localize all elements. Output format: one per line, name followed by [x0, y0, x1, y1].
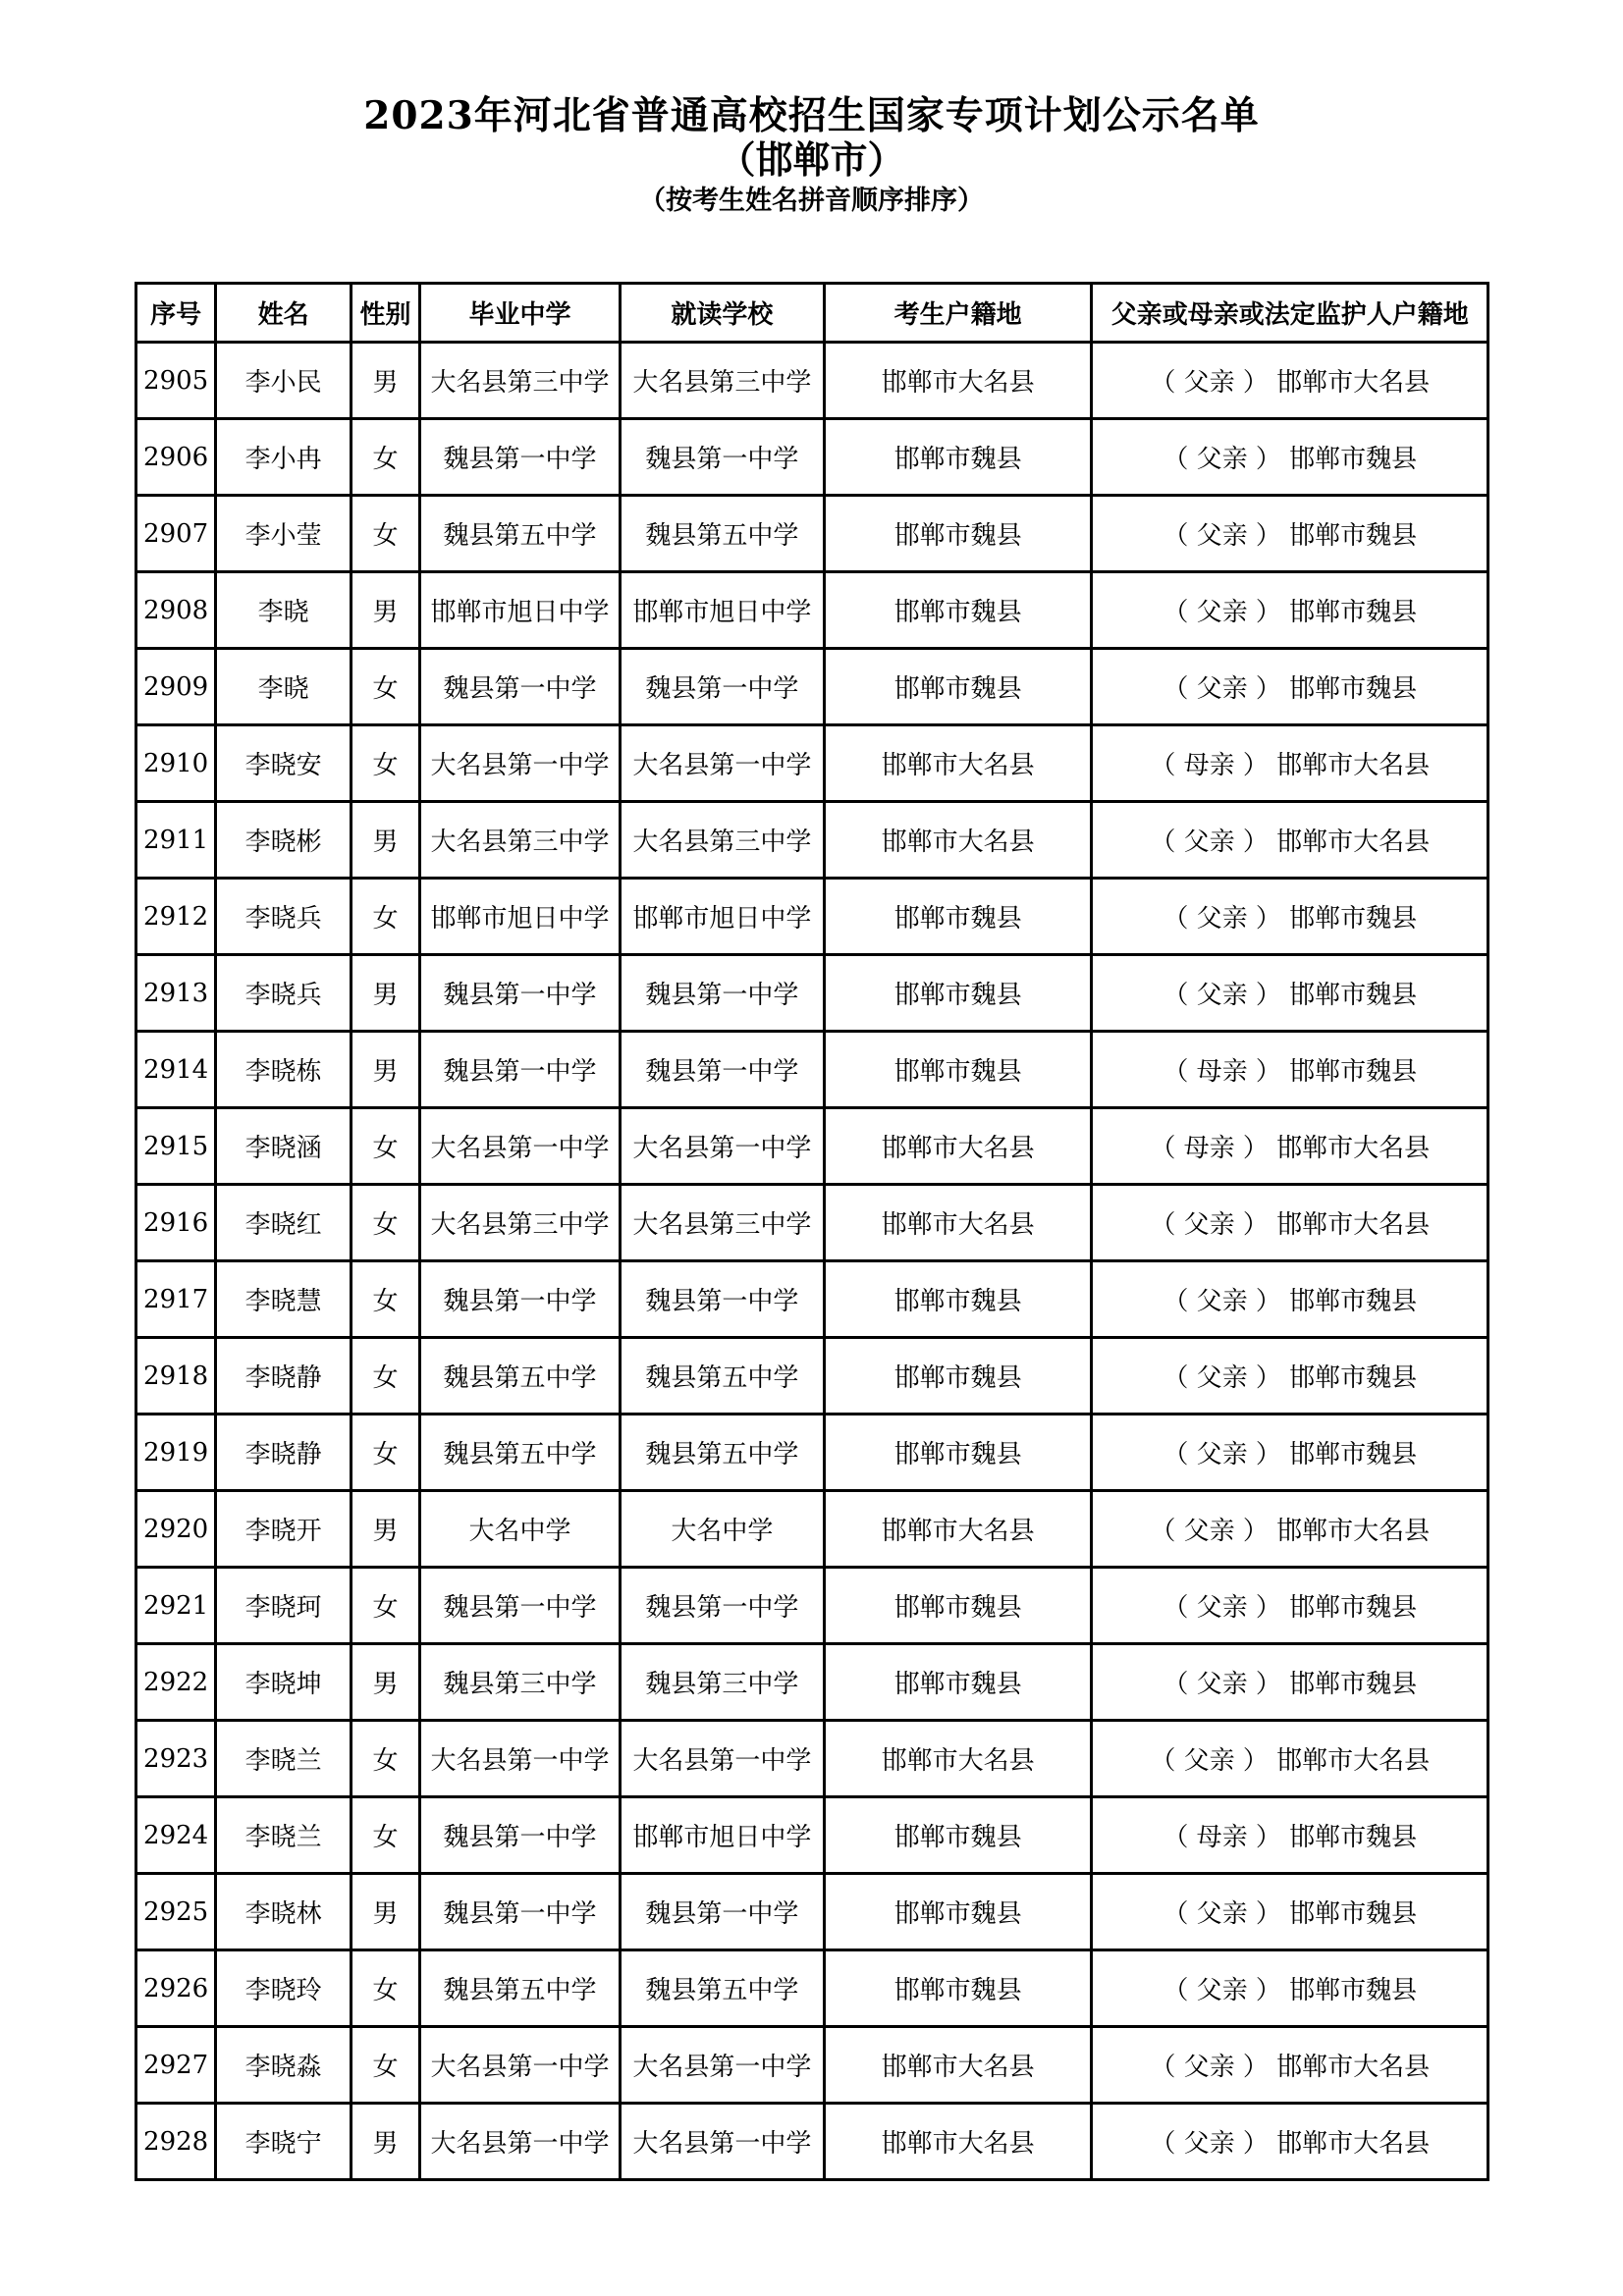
table-cell: 邯郸市魏县	[824, 1415, 1092, 1491]
table-cell: 魏县第一中学	[620, 419, 824, 496]
table-cell: 男	[351, 1874, 419, 1950]
table-cell: 2928	[136, 2104, 216, 2180]
table-cell: （ 父亲 ） 邯郸市魏县	[1092, 1261, 1488, 1338]
table-cell: 邯郸市魏县	[824, 955, 1092, 1032]
column-header: 就读学校	[620, 284, 824, 343]
table-cell: 2911	[136, 802, 216, 879]
table-cell: 大名县第一中学	[620, 2027, 824, 2104]
table-cell: 魏县第一中学	[620, 1032, 824, 1108]
table-cell: 2907	[136, 496, 216, 572]
table-cell: 2912	[136, 879, 216, 955]
table-row	[136, 1568, 1488, 1644]
table-cell: 魏县第五中学	[620, 1415, 824, 1491]
table-row	[136, 1644, 1488, 1721]
table-cell: 女	[351, 1950, 419, 2027]
table-cell: 邯郸市大名县	[824, 1491, 1092, 1568]
table-cell: 邯郸市魏县	[824, 1338, 1092, 1415]
column-header: 考生户籍地	[824, 284, 1092, 343]
table-row	[136, 1721, 1488, 1797]
column-header: 序号	[136, 284, 216, 343]
table-cell: 大名县第一中学	[420, 2104, 621, 2180]
table-cell: 邯郸市旭日中学	[620, 572, 824, 649]
table-cell: 2913	[136, 955, 216, 1032]
table-cell: 女	[351, 1108, 419, 1185]
table-row	[136, 802, 1488, 879]
table-cell: 李晓静	[216, 1415, 352, 1491]
table-cell: 大名县第一中学	[420, 1721, 621, 1797]
table-cell: 男	[351, 343, 419, 419]
table-cell: （ 母亲 ） 邯郸市大名县	[1092, 725, 1488, 802]
table-row	[136, 649, 1488, 725]
table-cell: 李晓静	[216, 1338, 352, 1415]
column-header: 姓名	[216, 284, 352, 343]
table-row	[136, 1415, 1488, 1491]
table-row	[136, 725, 1488, 802]
table-cell: 邯郸市大名县	[824, 1185, 1092, 1261]
table-cell: 魏县第一中学	[420, 1261, 621, 1338]
table-cell: 大名中学	[420, 1491, 621, 1568]
table-cell: 男	[351, 572, 419, 649]
table-cell: 大名县第一中学	[420, 725, 621, 802]
table-cell: 邯郸市大名县	[824, 2027, 1092, 2104]
table-cell: 2917	[136, 1261, 216, 1338]
table-cell: 李晓坤	[216, 1644, 352, 1721]
table-cell: 李晓涵	[216, 1108, 352, 1185]
table-cell: 邯郸市魏县	[824, 419, 1092, 496]
table-cell: 邯郸市魏县	[824, 1261, 1092, 1338]
title-block	[0, 0, 1623, 221]
table-cell: 女	[351, 649, 419, 725]
table-cell: 男	[351, 955, 419, 1032]
table-cell: 女	[351, 1261, 419, 1338]
table-cell: 邯郸市魏县	[824, 649, 1092, 725]
table-cell: 2920	[136, 1491, 216, 1568]
table-cell: 2916	[136, 1185, 216, 1261]
table-cell: 邯郸市魏县	[824, 1950, 1092, 2027]
table-cell: 李晓彬	[216, 802, 352, 879]
table-cell: 大名县第一中学	[620, 725, 824, 802]
table-cell: 邯郸市旭日中学	[420, 572, 621, 649]
table-cell: （ 父亲 ） 邯郸市大名县	[1092, 1185, 1488, 1261]
table-cell: 魏县第一中学	[420, 419, 621, 496]
table-cell: 魏县第一中学	[420, 1568, 621, 1644]
table-cell: 魏县第一中学	[420, 1874, 621, 1950]
table-row	[136, 496, 1488, 572]
table-cell: 魏县第五中学	[420, 496, 621, 572]
table-cell: 女	[351, 496, 419, 572]
table-cell: 李晓淼	[216, 2027, 352, 2104]
table-cell: 2926	[136, 1950, 216, 2027]
table-cell: 男	[351, 1032, 419, 1108]
table-row	[136, 1950, 1488, 2027]
column-header: 性别	[351, 284, 419, 343]
table-cell: 大名县第一中学	[420, 1108, 621, 1185]
table-row	[136, 419, 1488, 496]
table-cell: 大名县第三中学	[420, 343, 621, 419]
table-cell: 邯郸市魏县	[824, 1568, 1092, 1644]
table-cell: 魏县第一中学	[620, 1568, 824, 1644]
table-cell: 邯郸市旭日中学	[620, 1797, 824, 1874]
table-cell: 大名中学	[620, 1491, 824, 1568]
table-cell: （ 母亲 ） 邯郸市大名县	[1092, 1108, 1488, 1185]
table-cell: 2918	[136, 1338, 216, 1415]
page-title: 2023年河北省普通高校招生国家专项计划公示名单	[363, 93, 1260, 138]
table-cell: （ 父亲 ） 邯郸市魏县	[1092, 1338, 1488, 1415]
table-cell: 李晓红	[216, 1185, 352, 1261]
table-cell: 李晓兵	[216, 879, 352, 955]
table-row	[136, 2104, 1488, 2180]
table-cell: （ 父亲 ） 邯郸市大名县	[1092, 1721, 1488, 1797]
table-header-row	[136, 284, 1488, 343]
table-cell: （ 父亲 ） 邯郸市大名县	[1092, 802, 1488, 879]
table-cell: 魏县第一中学	[620, 649, 824, 725]
table-cell: 李晓林	[216, 1874, 352, 1950]
table-cell: 女	[351, 1415, 419, 1491]
table-row	[136, 572, 1488, 649]
table-cell: 女	[351, 1338, 419, 1415]
table-cell: 2908	[136, 572, 216, 649]
column-header: 父亲或母亲或法定监护人户籍地	[1092, 284, 1488, 343]
table-cell: 女	[351, 1568, 419, 1644]
table-cell: 2927	[136, 2027, 216, 2104]
table-cell: 李晓慧	[216, 1261, 352, 1338]
table-cell: （ 父亲 ） 邯郸市魏县	[1092, 419, 1488, 496]
table-row	[136, 955, 1488, 1032]
table-cell: 大名县第一中学	[420, 2027, 621, 2104]
table-body	[136, 343, 1488, 2180]
table-cell: （ 父亲 ） 邯郸市魏县	[1092, 879, 1488, 955]
table-row	[136, 1797, 1488, 1874]
table-cell: 魏县第五中学	[420, 1415, 621, 1491]
table-cell: 邯郸市旭日中学	[420, 879, 621, 955]
table-cell: 魏县第一中学	[620, 1874, 824, 1950]
table-cell: 邯郸市大名县	[824, 802, 1092, 879]
table-cell: （ 父亲 ） 邯郸市大名县	[1092, 2027, 1488, 2104]
table-cell: （ 母亲 ） 邯郸市魏县	[1092, 1797, 1488, 1874]
table-cell: 邯郸市魏县	[824, 879, 1092, 955]
table-cell: 2910	[136, 725, 216, 802]
table-cell: 李晓栋	[216, 1032, 352, 1108]
table-cell: （ 父亲 ） 邯郸市魏县	[1092, 496, 1488, 572]
table-cell: 魏县第五中学	[420, 1338, 621, 1415]
table-cell: 魏县第一中学	[420, 1032, 621, 1108]
table-cell: 男	[351, 2104, 419, 2180]
column-header: 毕业中学	[420, 284, 621, 343]
table-cell: 魏县第一中学	[420, 649, 621, 725]
table-cell: 邯郸市魏县	[824, 1874, 1092, 1950]
table-row	[136, 2027, 1488, 2104]
table-cell: （ 父亲 ） 邯郸市魏县	[1092, 1950, 1488, 2027]
table-cell: 2924	[136, 1797, 216, 1874]
table-cell: 魏县第一中学	[620, 1261, 824, 1338]
table-cell: 大名县第一中学	[620, 1108, 824, 1185]
table-cell: 魏县第五中学	[420, 1950, 621, 2027]
table-cell: 2925	[136, 1874, 216, 1950]
table-cell: （ 父亲 ） 邯郸市魏县	[1092, 1874, 1488, 1950]
table-cell: （ 父亲 ） 邯郸市魏县	[1092, 955, 1488, 1032]
table-row	[136, 1261, 1488, 1338]
table-cell: 李晓兵	[216, 955, 352, 1032]
table-cell: 邯郸市魏县	[824, 496, 1092, 572]
table-cell: 大名县第一中学	[620, 2104, 824, 2180]
table-cell: 李晓兰	[216, 1797, 352, 1874]
table-row	[136, 1491, 1488, 1568]
table-cell: （ 父亲 ） 邯郸市大名县	[1092, 1491, 1488, 1568]
table-cell: （ 父亲 ） 邯郸市魏县	[1092, 1568, 1488, 1644]
table-cell: 大名县第三中学	[420, 1185, 621, 1261]
table-cell: 李晓玲	[216, 1950, 352, 2027]
table-cell: 魏县第五中学	[620, 496, 824, 572]
table-cell: 大名县第三中学	[620, 343, 824, 419]
table-cell: 魏县第三中学	[620, 1644, 824, 1721]
table-cell: 女	[351, 725, 419, 802]
table-cell: 邯郸市大名县	[824, 343, 1092, 419]
table-cell: 魏县第五中学	[620, 1950, 824, 2027]
table-cell: 大名县第三中学	[420, 802, 621, 879]
table-cell: 邯郸市魏县	[824, 1032, 1092, 1108]
table-cell: 李晓宁	[216, 2104, 352, 2180]
table-cell: 2909	[136, 649, 216, 725]
table-cell: 魏县第一中学	[420, 955, 621, 1032]
table-cell: 2906	[136, 419, 216, 496]
table-cell: （ 母亲 ） 邯郸市魏县	[1092, 1032, 1488, 1108]
table-cell: 女	[351, 879, 419, 955]
table-cell: 女	[351, 1721, 419, 1797]
table-row	[136, 1032, 1488, 1108]
table-row	[136, 1338, 1488, 1415]
table-cell: 李小民	[216, 343, 352, 419]
table-cell: 邯郸市魏县	[824, 1644, 1092, 1721]
table-cell: 男	[351, 1644, 419, 1721]
table-cell: 大名县第三中学	[620, 802, 824, 879]
table-cell: 魏县第一中学	[420, 1797, 621, 1874]
table-cell: 邯郸市魏县	[824, 572, 1092, 649]
table-row	[136, 879, 1488, 955]
table-cell: （ 父亲 ） 邯郸市魏县	[1092, 649, 1488, 725]
table-cell: 男	[351, 1491, 419, 1568]
table-cell: （ 父亲 ） 邯郸市大名县	[1092, 343, 1488, 419]
table-cell: 李晓	[216, 572, 352, 649]
table-cell: 女	[351, 419, 419, 496]
table-cell: 2921	[136, 1568, 216, 1644]
table-cell: 李晓	[216, 649, 352, 725]
table-cell: 2905	[136, 343, 216, 419]
table-cell: 李晓开	[216, 1491, 352, 1568]
table-cell: 李晓兰	[216, 1721, 352, 1797]
table-cell: 男	[351, 802, 419, 879]
table-cell: 邯郸市魏县	[824, 1797, 1092, 1874]
roster-table	[135, 282, 1489, 2181]
table-row	[136, 1108, 1488, 1185]
table-cell: 2914	[136, 1032, 216, 1108]
table-cell: 李小冉	[216, 419, 352, 496]
table-cell: 2915	[136, 1108, 216, 1185]
table-row	[136, 343, 1488, 419]
table-cell: 邯郸市大名县	[824, 2104, 1092, 2180]
table-cell: 2923	[136, 1721, 216, 1797]
table-cell: 2919	[136, 1415, 216, 1491]
table-cell: 魏县第三中学	[420, 1644, 621, 1721]
table-cell: 大名县第三中学	[620, 1185, 824, 1261]
table-cell: 邯郸市旭日中学	[620, 879, 824, 955]
table-cell: （ 父亲 ） 邯郸市大名县	[1092, 2104, 1488, 2180]
table-row	[136, 1185, 1488, 1261]
table-cell: 邯郸市大名县	[824, 725, 1092, 802]
table-cell: （ 父亲 ） 邯郸市魏县	[1092, 1415, 1488, 1491]
table-cell: 李晓珂	[216, 1568, 352, 1644]
sort-note: （按考生姓名拼音顺序排序）	[639, 186, 984, 216]
table-cell: 李晓安	[216, 725, 352, 802]
table-cell: 邯郸市大名县	[824, 1721, 1092, 1797]
table-cell: 魏县第五中学	[620, 1338, 824, 1415]
table-cell: 女	[351, 1797, 419, 1874]
table-cell: 女	[351, 2027, 419, 2104]
table-cell: 邯郸市大名县	[824, 1108, 1092, 1185]
table-cell: （ 父亲 ） 邯郸市魏县	[1092, 1644, 1488, 1721]
table-cell: 2922	[136, 1644, 216, 1721]
page-subtitle: （邯郸市）	[718, 137, 905, 182]
table-cell: 魏县第一中学	[620, 955, 824, 1032]
table-cell: 李小莹	[216, 496, 352, 572]
table-cell: 女	[351, 1185, 419, 1261]
table-row	[136, 1874, 1488, 1950]
table-cell: 大名县第一中学	[620, 1721, 824, 1797]
table-cell: （ 父亲 ） 邯郸市魏县	[1092, 572, 1488, 649]
